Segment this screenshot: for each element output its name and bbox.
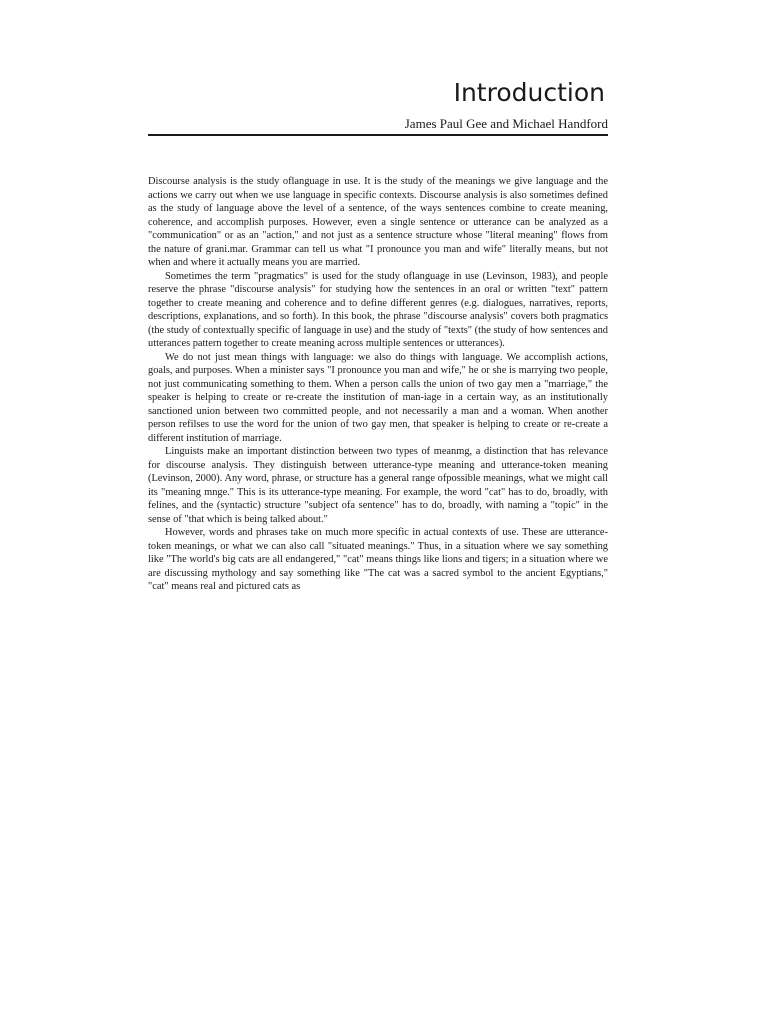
body-text — [148, 175, 608, 594]
chapter-authors: James Paul Gee and Michael Handford — [404, 116, 608, 131]
paragraph-1: Discourse analysis is the study oflanguage in use. It is the study of the meanings we give language and the actions we carry out when we use language in specific contexts. Discourse analysis is also sometimes defined as the study of language above the level of a sentence, of the ways sentences combine to create meaning, coherence, and accomplish purposes. However, even a single sentence or utterance can be analyzed as a "communication" or as an "action," and not just as a sentence structure whose "literal meaning" flows from the nature of grani.mar. Grammar can tell us what "I pronounce you man and wife" literally means, but not when and where it actually means you are married. — [148, 176, 608, 268]
title-rule — [148, 134, 608, 136]
chapter-title: Introduction — [453, 78, 605, 107]
book-page — [148, 70, 608, 594]
paragraph-5: However, words and phrases take on much more specific in actual contexts of use. These are utterance-token meanings, or what we can also call "situated meanings." Thus, in a situation where we say something like "The world's big cats are all endangered," "cat" means things like lions and tigers; in a situation where we are discussing mythology and say something like "The cat was a sacred symbol to the ancient Egyptians," "cat" means real and pictured cats as — [148, 527, 608, 592]
paragraph-3: We do not just mean things with language: we also do things with language. We accomplish actions, goals, and purposes. When a minister says "I pronounce you man and wife," he or she is marrying two people, not just communicating something to them. When a person calls the union of two gay men a "marriage," the speaker is helping to create or re-create the institution of man-iage in a certain way, as an institutionally sanctioned union between two committed people, and not necessarily a man and a woman. When another person refilses to use the word for the union of two gay men, that speaker is helping to create or re-create a different institution of marriage. — [148, 351, 608, 444]
paragraph-4: Linguists make an important distinction between two types of meanmg, a distinction that has relevance for discourse analysis. They distinguish between utterance-type meaning and utterance-token meaning (Levinson, 2000). Any word, phrase, or structure has a general range ofpossible meanings, what we might call its "meaning mnge." This is its utterance-type meaning. For example, the word "cat" has to do, broadly, with felines, and the (syntactic) structure "subject ofa sentence" has to do, broadly, with naming a "topic" in the sense of "that which is being talked about." — [148, 446, 608, 525]
paragraph-2: Sometimes the term "pragmatics" is used for the study oflanguage in use (Levinson, 1983), and people reserve the phrase "discourse analysis" for studying how the sentences in an oral or written "text" pattern together to create meaning and coherence and to define different genres (e.g. dialogues, narratives, reports, descriptions, explanations, and so forth). In this book, the phrase "discourse analysis" covers both pragmatics (the study of contextually specific of language in use) and the study of "texts" (the study of how sentences and utterances pattern together to create meaning across multiple sentences or utterances). — [148, 270, 608, 349]
